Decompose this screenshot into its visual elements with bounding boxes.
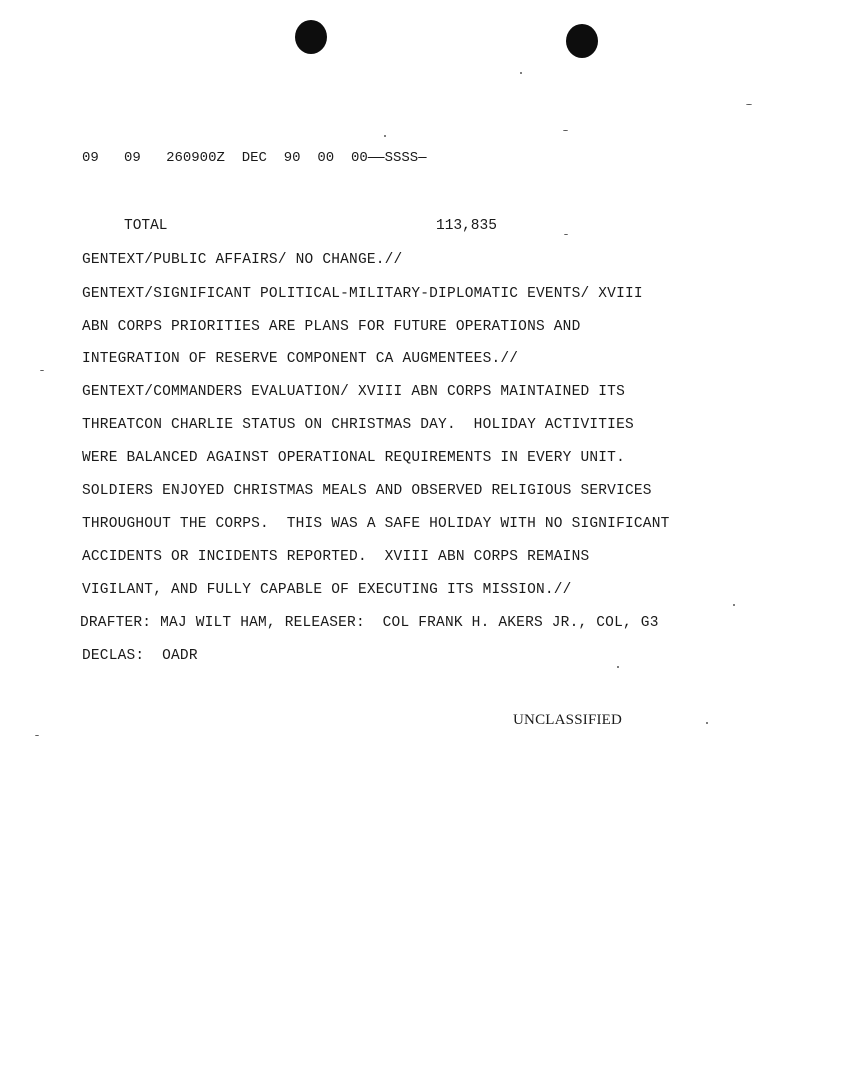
body-line: INTEGRATION OF RESERVE COMPONENT CA AUGMENTEES.// [82,351,519,367]
punch-hole-left [295,20,327,54]
header-field: 00 [317,150,335,166]
total-value: 113,835 [436,218,497,234]
body-line: SOLDIERS ENJOYED CHRISTMAS MEALS AND OBSERVED RELIGIOUS SERVICES [82,483,652,499]
header-field: DEC [241,150,267,166]
header-field: 90 [283,150,301,166]
body-line: WERE BALANCED AGAINST OPERATIONAL REQUIREMENTS IN EVERY UNIT. [82,450,625,466]
message-header [82,150,427,166]
header-field: 09 [82,150,99,166]
body-line: THREATCON CHARLIE STATUS ON CHRISTMAS DAY. HOLIDAY ACTIVITIES [82,417,634,433]
scan-speck [40,370,44,371]
body-line: ACCIDENTS OR INCIDENTS REPORTED. XVIII ABN CORPS REMAINS [82,549,590,565]
body-line: GENTEXT/COMMANDERS EVALUATION/ XVIII ABN CORPS MAINTAINED ITS [82,384,625,400]
body-line: GENTEXT/SIGNIFICANT POLITICAL-MILITARY-DIPLOMATIC EVENTS/ XVIII [82,286,643,302]
scan-speck [733,604,735,606]
scan-speck [564,234,568,235]
body-line: GENTEXT/PUBLIC AFFAIRS/ NO CHANGE.// [82,252,403,268]
body-line: DRAFTER: MAJ WILT HAM, RELEASER: COL FRANK H. AKERS JR., COL, G3 [80,615,659,631]
header-field: 09 [124,150,141,166]
scan-speck [563,130,568,131]
header-field: 260900Z [166,150,225,166]
header-field: 00 [350,150,368,166]
scan-speck [384,135,386,137]
struck-text: SSSS [384,150,419,166]
body-line: VIGILANT, AND FULLY CAPABLE OF EXECUTING ITS MISSION.// [82,582,572,598]
punch-hole-right [566,24,598,58]
body-line: THROUGHOUT THE CORPS. THIS WAS A SAFE HOLIDAY WITH NO SIGNIFICANT [82,516,670,532]
scan-speck [520,72,522,74]
scan-speck [35,735,39,736]
body-line: DECLAS: OADR [82,648,198,664]
scan-speck [706,722,708,724]
scan-speck [746,104,752,105]
scan-speck [617,666,619,668]
body-line: ABN CORPS PRIORITIES ARE PLANS FOR FUTURE OPERATIONS AND [82,319,581,335]
total-label: TOTAL [124,218,168,234]
classification-marking: UNCLASSIFIED [513,712,623,728]
